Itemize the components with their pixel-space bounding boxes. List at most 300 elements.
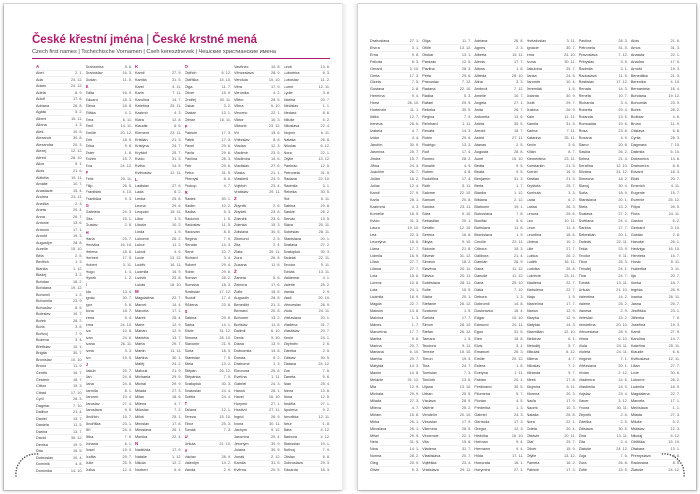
name-text: Leona (135, 203, 146, 208)
name-entry (631, 128, 680, 135)
name-entry (579, 59, 628, 66)
name-entry (234, 295, 281, 302)
name-entry (527, 183, 576, 190)
name-text: Irena (85, 315, 95, 320)
name-entry (370, 412, 419, 419)
name-text: Alexandr (36, 136, 51, 141)
name-text: Alois (36, 169, 45, 173)
name-text: Mečislava (630, 405, 648, 410)
name-entry (370, 322, 419, 329)
name-day-date: 2. 5. (322, 349, 330, 353)
name-text: Vasil (283, 296, 292, 301)
name-text: Gerta (370, 73, 380, 78)
name-day-date: 26. 1. (409, 419, 420, 424)
name-text: Šarlota (578, 225, 591, 230)
name-text: Mariana (370, 350, 384, 355)
name-entry (284, 223, 331, 230)
name-entry (86, 447, 133, 454)
name-entry (527, 80, 576, 87)
name-entry (527, 204, 576, 211)
name-text: Lenka (135, 196, 146, 201)
name-text: Taťána (184, 408, 197, 413)
name-entry (86, 190, 133, 197)
name-text: Dominika (36, 468, 52, 473)
name-day-date: 22. 10. (459, 191, 472, 196)
name-text: Gustáv (630, 232, 643, 237)
name-text: Hvězdoslav (526, 38, 547, 43)
name-text: Šarlota (422, 315, 435, 320)
name-entry (234, 110, 281, 117)
name-day-date: 16. 4. (670, 87, 680, 92)
name-day-date: 13. 2. (271, 315, 281, 320)
page-subtitle: Czech first names | Tschechische Vornamen | Cseh keresztnevek | Чешские христианские имена (32, 49, 276, 55)
name-day-date: 23. 4. (271, 183, 281, 188)
name-day-date: 27. 1. (409, 38, 420, 43)
name-text: Svatopluk (184, 382, 202, 387)
name-day-date: 27. 6. (271, 163, 281, 168)
name-text: Konstantin (526, 163, 545, 168)
name-entry (631, 273, 680, 280)
name-entry (234, 381, 281, 388)
name-day-date: 29. 11. (269, 190, 281, 195)
name-text: Vítězslav (234, 137, 250, 142)
name-entry (284, 150, 331, 157)
name-entry (185, 97, 232, 104)
name-text: Alois (630, 38, 640, 43)
name-day-date: 25. 9. (122, 461, 132, 466)
name-text: Ilona (85, 309, 94, 314)
name-entry (631, 100, 680, 107)
name-text: Rafael (422, 101, 434, 106)
name-entry (631, 322, 680, 329)
name-entry (284, 176, 331, 183)
name-day-date: 1. 7. (516, 184, 524, 189)
name-text: Stela (184, 362, 194, 367)
name-entry (579, 446, 628, 453)
name-day-date: 20. 7. (320, 329, 330, 334)
name-entry (527, 163, 576, 170)
name-day-date: 30. 9. (271, 448, 281, 453)
name-day-date: 31. 7. (461, 447, 472, 452)
name-text: Leoš (283, 64, 292, 69)
name-day-date: 17. 3. (409, 73, 420, 78)
name-day-date: 10. 8. (409, 281, 420, 286)
name-text: Richard (184, 256, 198, 261)
name-text: Gregor (474, 426, 487, 431)
name-text: Jeroným (234, 441, 249, 446)
name-entry (527, 246, 576, 253)
name-entry (86, 262, 133, 269)
name-day-date: 31. 5. (172, 78, 182, 83)
name-entry (185, 163, 232, 170)
name-entry (474, 384, 523, 391)
name-text: Zora (234, 256, 242, 261)
name-day-date: 6. 2. (568, 198, 576, 203)
name-day-date: 13. 6. (73, 221, 83, 226)
name-text: Ivana (85, 342, 95, 347)
name-day-date: 8. 6. (322, 111, 330, 116)
name-text: Sofie (422, 288, 431, 293)
name-text: Natálie (135, 454, 147, 459)
name-text: Radoslav (184, 223, 201, 228)
name-entry (422, 197, 471, 204)
name-text: Bibiana (474, 198, 487, 203)
name-text: Drahomíra (85, 64, 104, 69)
name-entry (284, 242, 331, 249)
name-text: Toníček (422, 378, 436, 383)
name-entry (527, 467, 576, 474)
name-entry (631, 294, 680, 301)
name-entry (631, 253, 680, 260)
name-entry (135, 77, 182, 84)
name-day-date: 4. 11. (670, 184, 680, 189)
name-day-date: 6. 10. (271, 104, 281, 109)
name-text: Dáša (474, 288, 484, 293)
name-entry (234, 163, 281, 170)
name-day-date: 11. 5. (122, 78, 132, 83)
name-text: Robert (184, 263, 196, 268)
name-day-date: 2. 8. (672, 232, 680, 237)
name-text: Denis (234, 335, 244, 340)
name-entry (474, 114, 523, 121)
name-text: Bruno (630, 122, 641, 127)
name-text: Dobromil (474, 301, 490, 306)
name-day-date: 4. 1. (322, 276, 330, 281)
name-entry (86, 176, 133, 183)
name-text: Nataša (526, 412, 539, 417)
name-entry (185, 289, 232, 296)
name-text: Nora (283, 150, 292, 155)
name-day-date: 18. 10. (169, 282, 182, 287)
name-day-date: 31. 3. (514, 177, 524, 182)
name-entry (527, 439, 576, 446)
name-text: Miroslava (135, 428, 152, 433)
name-entry (527, 170, 576, 177)
name-entry (284, 401, 331, 408)
name-day-date: 15. 11. (512, 52, 524, 57)
name-entry (135, 249, 182, 256)
name-entry (135, 342, 182, 349)
name-text: Vojslav (578, 391, 591, 396)
name-entry (370, 121, 419, 128)
name-day-date: 1. 3. (273, 362, 281, 367)
name-text: Jaromíra (234, 434, 249, 439)
name-entry (474, 287, 523, 294)
name-day-date: 13. 9. (271, 342, 281, 347)
name-day-date: 6. 2. (174, 190, 182, 195)
name-text: Žofie (578, 468, 588, 473)
name-entry (631, 190, 680, 197)
name-day-date: 12. 3. (514, 426, 524, 431)
name-day-date: 30. 5. (271, 230, 281, 235)
name-entry (579, 149, 628, 156)
name-text: Přemysl (184, 177, 199, 182)
name-entry (527, 315, 576, 322)
name-text: Ivona (234, 421, 244, 426)
name-entry (527, 86, 576, 93)
name-day-date: 22. 3. (409, 232, 420, 237)
name-day-date: 18. 9. (221, 349, 231, 353)
name-text: Nina (370, 447, 378, 452)
name-text: Johana (85, 441, 98, 446)
name-text: Evelyna (474, 371, 488, 376)
name-entry (422, 405, 471, 412)
name-text: Adriana (36, 103, 50, 108)
name-entry (370, 356, 419, 363)
name-day-date: 21. 10. (616, 288, 628, 293)
name-text: Markéta (135, 335, 149, 340)
name-entry (631, 86, 680, 93)
name-day-date: 11. 5. (618, 73, 628, 78)
name-text: Karina (526, 128, 538, 133)
name-day-date: 28. 3. (221, 157, 231, 162)
name-day-date: 11. 1. (409, 108, 420, 113)
letter-heading (86, 282, 133, 289)
name-entry (185, 229, 232, 236)
name-text: Albína (36, 123, 47, 128)
name-day-date: 18. 3. (670, 170, 680, 175)
name-text: Kristýna (135, 144, 149, 149)
name-text: Norma (370, 454, 382, 459)
name-day-date: 14. 6. (271, 157, 281, 162)
name-text: Otilie (422, 45, 431, 50)
name-entry (579, 460, 628, 467)
name-day-date: 22. 7. (670, 391, 680, 396)
name-text: Jindřiška (85, 421, 101, 426)
name-text: Elvíra (370, 45, 380, 50)
name-text: Ludmila (630, 385, 645, 390)
name-text: Lea (370, 232, 377, 237)
name-entry (135, 269, 182, 276)
name-entry (631, 59, 680, 66)
name-text: Silvána (578, 170, 592, 175)
name-text: Petra (184, 170, 194, 175)
name-text: Andrea (36, 195, 49, 200)
name-entry (474, 121, 523, 128)
name-entry (527, 156, 576, 163)
name-entry (631, 308, 680, 315)
name-text: Svatomír (422, 308, 438, 313)
name-text: Blahomír (474, 205, 490, 210)
name-entry (527, 391, 576, 398)
name-text: Metoděj (526, 343, 541, 348)
name-text: Eugenie (630, 191, 645, 196)
name-text: Simeona (578, 177, 594, 182)
name-day-date: 25. 8. (172, 196, 182, 201)
name-day-date: 16. 10. (511, 433, 524, 438)
name-text: Igor (85, 302, 93, 307)
name-entry (422, 149, 471, 156)
name-entry (135, 209, 182, 216)
name-text: Elen (474, 336, 482, 341)
name-text: Valerie (283, 282, 296, 287)
name-day-date: 29. 6. (221, 163, 231, 168)
name-text: Hermína (370, 94, 385, 99)
name-entry (474, 128, 523, 135)
name-entry (135, 223, 182, 230)
name-text: Stáňa (422, 295, 433, 300)
name-day-date: 2. 9. (322, 289, 330, 294)
name-text: Květoslav (135, 170, 152, 175)
name-text: Marie (135, 322, 145, 327)
name-day-date: 30. 5. (514, 122, 524, 127)
name-day-date: 5. 3. (223, 210, 231, 215)
name-entry (422, 467, 471, 474)
name-entry (284, 183, 331, 190)
name-text: Hanuš (234, 388, 245, 393)
name-entry (370, 86, 419, 93)
name-entry (234, 289, 281, 296)
name-day-date: 25. 5. (461, 391, 472, 396)
name-day-date: 3. 3. (568, 191, 576, 196)
name-text: Olga (184, 84, 193, 89)
name-day-date: 1. 1. (322, 104, 330, 109)
name-day-date: 16. 9. (409, 295, 420, 300)
name-entry (422, 266, 471, 273)
name-entry (185, 157, 232, 164)
name-entry (234, 209, 281, 216)
name-day-date: 8. 6. (223, 177, 231, 182)
name-entry (86, 461, 133, 468)
name-day-date: 29. 7. (566, 101, 576, 106)
name-day-date: 20. 11. (318, 223, 330, 228)
name-entry (86, 64, 133, 71)
name-day-date: 24. 3. (271, 382, 281, 387)
name-entry (422, 315, 471, 322)
name-day-date: 13. 7. (73, 416, 83, 421)
name-text: Anna (36, 214, 45, 219)
name-day-date: 14. 1. (409, 447, 420, 452)
name-entry (234, 322, 281, 329)
name-entry (284, 196, 331, 203)
name-day-date: 1. 3. (411, 315, 420, 320)
name-text: Tadeáš (578, 239, 591, 244)
name-day-date: 18. 9. (618, 191, 628, 196)
name-entry (631, 315, 680, 322)
name-text: Adolf (36, 97, 45, 102)
name-day-date: 24. 5. (122, 382, 132, 387)
name-text: Uljana (422, 385, 433, 390)
letter-heading (86, 170, 133, 177)
name-day-date: 23. 9. (670, 101, 680, 106)
name-text: Patricie (526, 468, 540, 473)
name-day-date: 3. 5. (174, 216, 182, 221)
name-text: Marina (283, 97, 296, 102)
name-day-date: 6. 6. (174, 124, 182, 129)
name-entry (474, 377, 523, 384)
name-day-date: 17. 1. (670, 398, 680, 403)
name-day-date: 30. 5. (320, 190, 330, 195)
name-day-date: 20. 12. (120, 130, 132, 135)
name-day-date: 25. 4. (172, 315, 182, 320)
name-entry (370, 239, 419, 246)
name-text: Marcelína (370, 329, 387, 334)
name-day-date: 16. 5. (73, 449, 83, 454)
name-text: Kryštofa (526, 184, 541, 189)
name-day-date: 28. 3. (670, 135, 680, 140)
name-text: Michaela (135, 375, 151, 380)
name-text: Pankrác (283, 163, 298, 168)
name-day-date: 4. 7. (411, 405, 420, 410)
name-text: René (184, 249, 194, 254)
name-text: Miloslava (283, 124, 300, 129)
name-entry (527, 114, 576, 121)
name-day-date: 23. 9. (73, 299, 83, 304)
name-entry (185, 236, 232, 243)
name-text: Edita (85, 91, 95, 96)
name-text: Marcela (135, 309, 149, 314)
name-entry (86, 388, 133, 395)
name-text: Soběslava (422, 281, 440, 286)
name-text: Horst (370, 101, 380, 106)
name-day-date: 3. 12. (618, 398, 628, 403)
name-entry (474, 183, 523, 190)
name-entry (234, 176, 281, 183)
name-text: Klement (135, 130, 149, 135)
name-day-date: 18. 7. (670, 281, 680, 286)
name-entry (86, 163, 133, 170)
name-entry (527, 218, 576, 225)
name-day-date: 20. 1. (618, 198, 628, 203)
name-day-date: 3. 2. (223, 104, 231, 109)
name-text: Sláva (283, 223, 293, 228)
name-text: Alfons (474, 66, 485, 71)
name-day-date: 13. 12. (459, 45, 472, 50)
name-entry (370, 128, 419, 135)
name-day-date: 19. 3. (670, 66, 680, 71)
name-entry (185, 209, 232, 216)
name-day-date: 8. 6. (124, 64, 132, 69)
name-entry (135, 203, 182, 210)
name-text: Veronika (234, 91, 249, 96)
name-entry (474, 156, 523, 163)
name-day-date: 28. 9. (461, 398, 472, 403)
name-entry (284, 335, 331, 342)
name-entry (527, 280, 576, 287)
name-text: Štefan (422, 329, 434, 334)
name-day-date: 27. 3. (409, 398, 420, 403)
name-day-date: 9. 4. (516, 447, 524, 452)
name-day-date: 27. 7. (670, 364, 680, 369)
name-entry (284, 375, 331, 382)
name-day-date: 17. 7. (566, 301, 576, 306)
name-text: Filipa (630, 205, 640, 210)
name-text: Brigita (36, 351, 47, 356)
name-entry (36, 468, 83, 474)
name-text: Rostislav (184, 289, 200, 294)
name-day-date: 15. 10. (668, 440, 680, 445)
name-day-date: 6. 11. (320, 130, 330, 135)
name-text: Lucie (135, 256, 145, 261)
name-entry (527, 66, 576, 73)
name-text: Serena (422, 232, 435, 237)
name-day-date: 17. 8. (566, 378, 576, 383)
name-entry (284, 216, 331, 223)
name-day-date: 12. 9. (566, 308, 576, 313)
name-day-date: 10. 7. (618, 94, 628, 99)
name-day-date: 6. 1. (124, 441, 132, 446)
name-day-date: 13. 4. (122, 289, 132, 294)
name-text: Dagmar (36, 403, 50, 408)
name-text: Dana (474, 267, 484, 272)
name-entry (135, 428, 182, 435)
name-entry (234, 117, 281, 124)
name-entry (86, 375, 133, 382)
name-text: Mia (370, 385, 377, 390)
name-text: Lilian (630, 364, 640, 369)
name-entry (422, 45, 471, 52)
name-text: Sibyla (422, 239, 433, 244)
